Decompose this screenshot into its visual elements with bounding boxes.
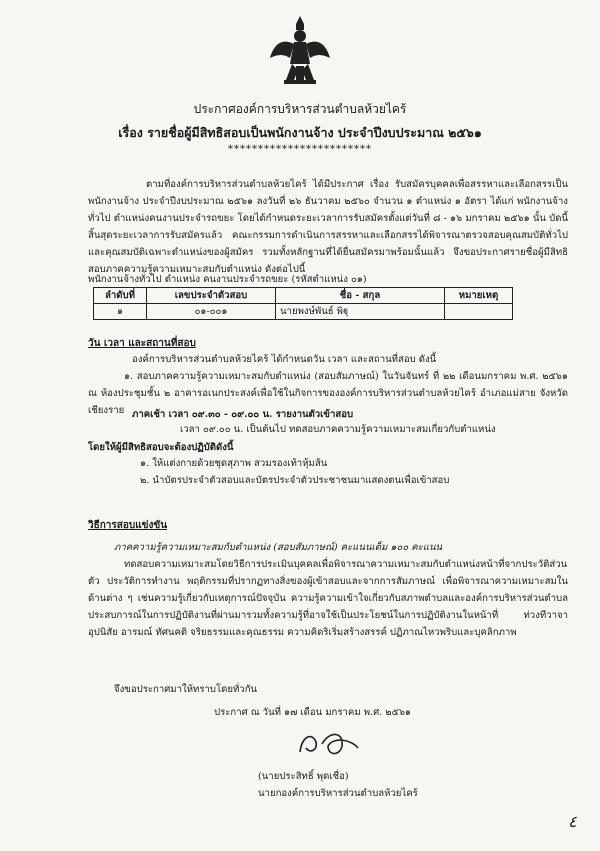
announcement-title: ประกาศองค์การบริหารส่วนตำบลห้วยไคร้	[193, 102, 407, 116]
col-header-no: ลำดับที่	[94, 288, 147, 304]
schedule-lead: องค์การบริหารส่วนตำบลห้วยไคร้ ได้กำหนดวัน เวลา และสถานที่สอบ ดังนี้	[132, 354, 437, 365]
signer-name: (นายประสิทธิ์ พุดเชื่อ)	[258, 771, 349, 782]
col-header-id: เลขประจำตัวสอบ	[147, 288, 276, 304]
schedule-morning: ภาคเช้า เวลา ๐๙.๓๐ - ๐๙.๐๐ น. รายงานตัวเข้าสอบ	[132, 409, 354, 420]
col-header-name: ชื่อ - สกุล	[276, 288, 445, 304]
star-divider: ************************	[228, 144, 372, 155]
cell-id: ๐๑-๐๐๑	[147, 304, 276, 320]
section-heading-schedule: วัน เวลา และสถานที่สอบ	[88, 338, 196, 349]
table-header-row	[94, 288, 513, 304]
rules-heading: โดยให้ผู้มีสิทธิสอบจะต้องปฏิบัติดังนี้	[88, 442, 234, 453]
method-line: ภาคความรู้ความเหมาะสมกับตำแหน่ง (สอบสัมภาษณ์) คะแนนเต็ม ๑๐๐ คะแนน	[114, 542, 443, 553]
signature	[282, 722, 402, 762]
col-header-note: หมายเหตุ	[445, 288, 513, 304]
method-body: ทดสอบความเหมาะสมโดยวิธีการประเมินบุคคลเพื่อพิจารณาความเหมาะสมกับตำแหน่งหน้าที่จากประวัติส่วนตัว ประวัติการทำงาน พฤติกรรมที่ปรากฏทางสิ่งของผู้เข้าสอบและจากการสัมภาษณ์ เพื่อพิจารณาความเหมาะสมในด้านต่าง ๆ เช่นความรู้เกี่ยวกับเหตุการณ์ปัจจุบัน ความรู้ความเข้าใจเกี่ยวกับสภาพตำบลและองค์การบริหารส่วนตำบล ประสบการณ์ในการปฏิบัติงานที่ผ่านมารวมทั้งความรู้ที่อาจใช้เป็นประโยชน์ในการปฏิบัติงานในหน้าที่ ท่วงทีวาจา อุปนิสัย อารมณ์ ทัศนคติ จริยธรรมและคุณธรรม ความคิดริเริ่มสร้างสรรค์ ปฏิภาณไหวพริบและบุคลิกภาพ	[88, 559, 568, 638]
candidate-table	[93, 287, 513, 320]
cell-no: ๑	[94, 304, 147, 320]
schedule-morning-2: เวลา ๐๙.๐๐ น. เป็นต้นไป ทดสอบภาคความรู้ความเหมาะสมเกี่ยวกับตำแหน่ง	[180, 424, 496, 435]
cell-name: นายพงษ์พันธ์ พิฐุ	[276, 304, 445, 320]
table-row	[94, 304, 513, 320]
intro-paragraph: ตามที่องค์การบริหารส่วนตำบลห้วยไคร้ ได้มีประกาศ เรื่อง รับสมัครบุคคลเพื่อสรรหาและเลือกสรรเป็นพนักงานจ้าง ประจำปีงบประมาณ ๒๕๖๑ ลงวันที่ ๒๖ ธันวาคม ๒๕๖๐ จำนวน ๑ ตำแหน่ง ๑ อัตรา ได้แก่ พนักงานจ้างทั่วไป ตำแหน่งคนงานประจำรถขยะ โดยได้กำหนดระยะเวลาการรับสมัครตั้งแต่วันที่ ๘ - ๑๖ มกราคม ๒๕๖๑ นั้น บัดนี้สิ้นสุดระยะเวลาการรับสมัครแล้ว คณะกรรมการดำเนินการสรรหาและเลือกสรรได้พิจารณาตรวจสอบคุณสมบัติทั่วไปและคุณสมบัติเฉพาะตำแหน่งของผู้สมัคร รวมทั้งหลักฐานที่ได้ยื่นสมัครมาพร้อมนั้นแล้ว จึงขอประกาศรายชื่อผู้มีสิทธิสอบภาคความรู้ความเหมาะสมกับตำแหน่ง ดังต่อไปนี้	[88, 179, 568, 275]
cell-note	[445, 304, 513, 320]
garuda-emblem-icon	[268, 14, 332, 86]
announcement-subject: เรื่อง รายชื่อผู้มีสิทธิสอบเป็นพนักงานจ้าง ประจำปีงบประมาณ ๒๕๖๑	[118, 125, 482, 140]
section-heading-method: วิธีการสอบแข่งขัน	[88, 520, 168, 531]
closing-announce: จึงขอประกาศมาให้ทราบโดยทั่วกัน	[114, 684, 258, 695]
rule-2: ๒. นำบัตรประจำตัวสอบและบัตรประจำตัวประชาชนมาแสดงตนเพื่อเข้าสอบ	[140, 475, 450, 486]
signer-position: นายกองค์การบริหารส่วนตำบลห้วยไคร้	[258, 788, 418, 799]
schedule-item-1: ๑. สอบภาคความรู้ความเหมาะสมกับตำแหน่ง (สอบสัมภาษณ์) ในวันจันทร์ ที่ ๒๒ เดือนมกราคม พ.ศ. ๒๕๖๑ ณ ห้องประชุมชั้น ๒ อาคารอเนกประสงค์เพื่อใช้ในกิจการขององค์การบริหารส่วนตำบลห้วยไคร้ อำเภอแม่สาย จังหวัดเชียงราย	[88, 371, 568, 416]
rule-1: ๑. ให้แต่งกายด้วยชุดสุภาพ สวมรองเท้าหุ้มส้น	[140, 458, 328, 469]
corner-mark: ٤	[568, 812, 577, 831]
closing-date: ประกาศ ณ วันที่ ๑๗ เดือน มกราคม พ.ศ. ๒๕๖๑	[214, 707, 412, 718]
position-title: พนักงานจ้างทั่วไป ตำแหน่ง คนงานประจำรถขยะ (รหัสตำแหน่ง ๐๑)	[88, 274, 367, 285]
